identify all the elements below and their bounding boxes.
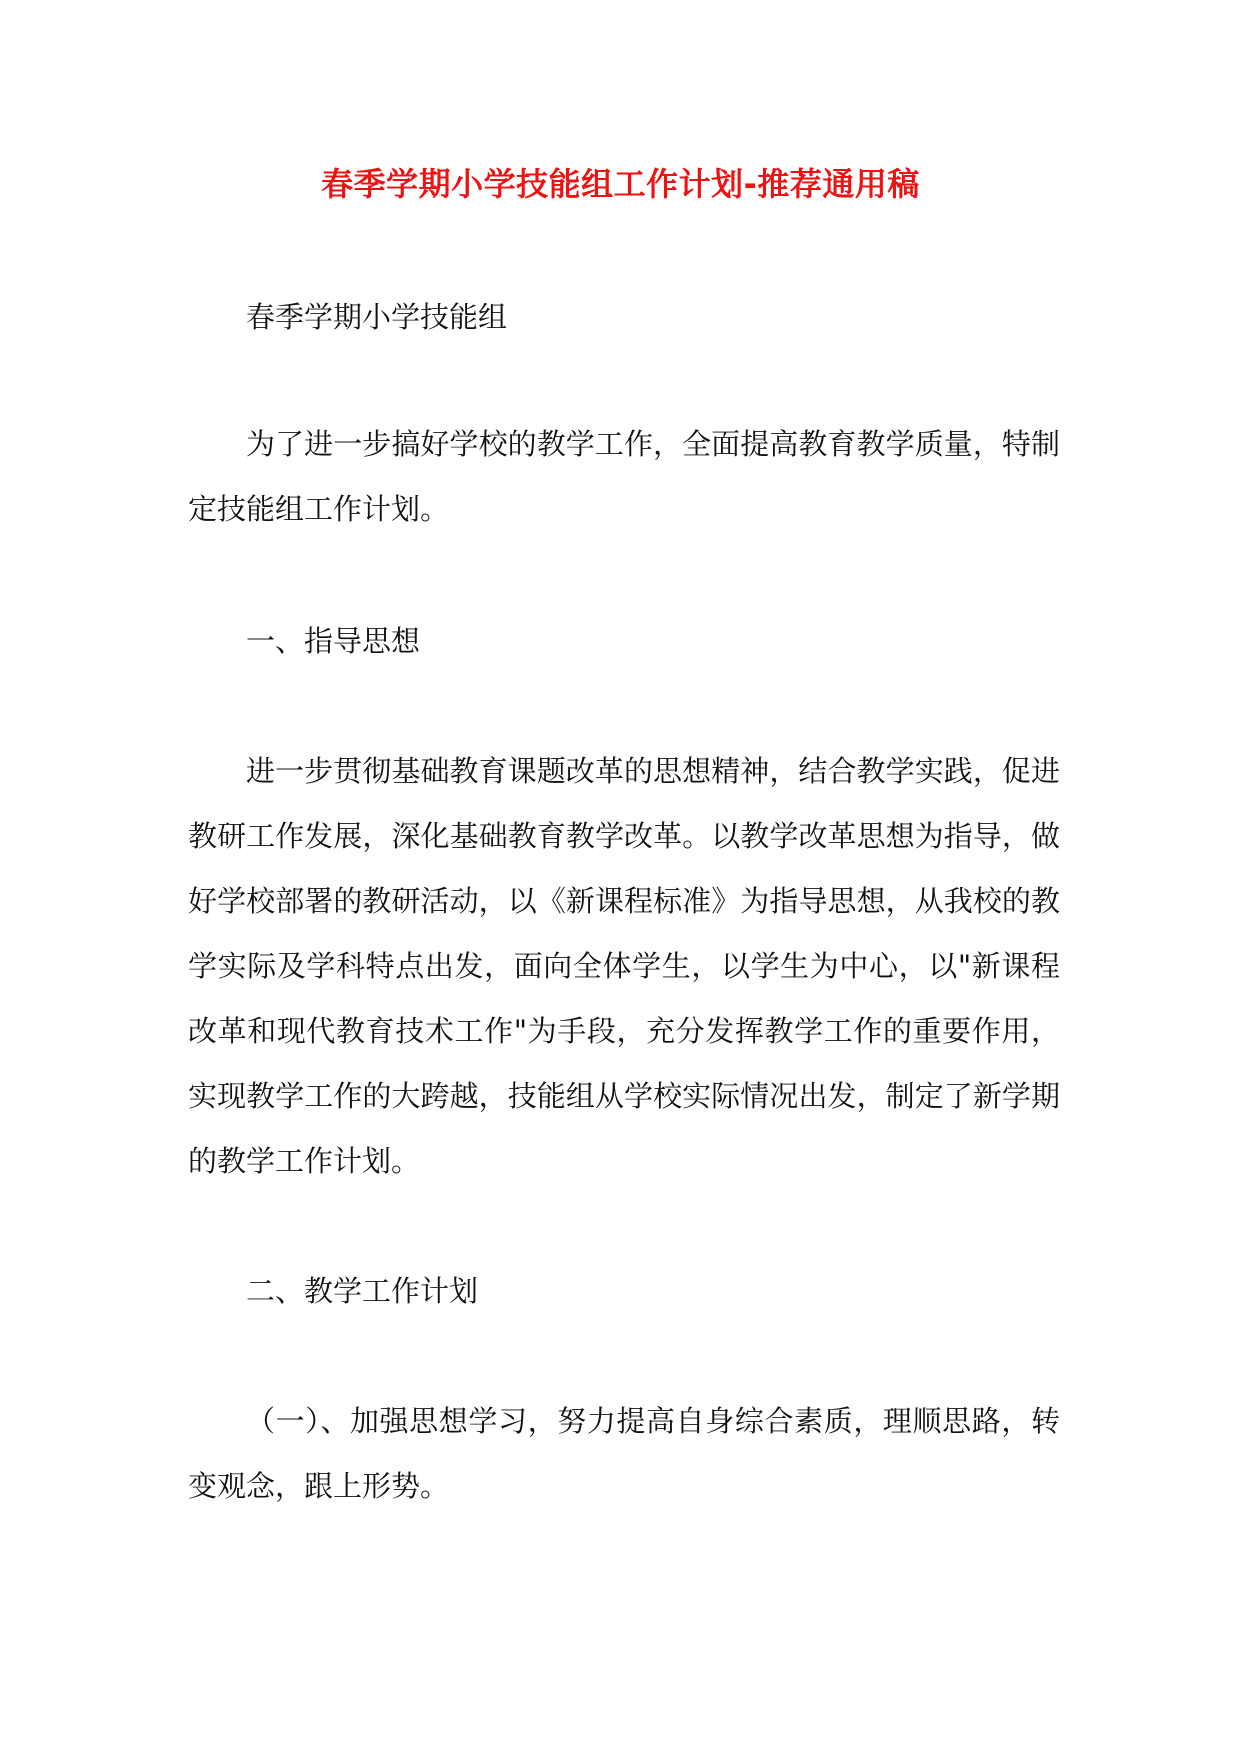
section-2-item-1: （一）、加强思想学习，努力提高自身综合素质，理顺思路，转变观念，跟上形势。 xyxy=(188,1404,1060,1503)
document-subtitle: 春季学期小学技能组 xyxy=(246,300,508,334)
section-1-heading: 一、指导思想 xyxy=(246,624,421,658)
intro-paragraph: 为了进一步搞好学校的教学工作，全面提高教育教学质量，特制定技能组工作计划。 xyxy=(188,427,1060,526)
section-1-paragraph: 进一步贯彻基础教育课题改革的思想精神，结合教学实践，促进教研工作发展，深化基础教育教学改革。以教学改革思想为指导，做好学校部署的教研活动，以《新课程标准》为指导思想，从我校的教学实际及学科特点出发，面向全体学生，以学生为中心，以"新课程改革和现代教育技术工作"为手段，充分发挥教学工作的重要作用，实现教学工作的大跨越，技能组从学校实际情况出发，制定了新学期的教学工作计划。 xyxy=(188,754,1060,1178)
section-2-heading: 二、教学工作计划 xyxy=(246,1274,479,1308)
document-title: 春季学期小学技能组工作计划-推荐通用稿 xyxy=(321,165,920,203)
